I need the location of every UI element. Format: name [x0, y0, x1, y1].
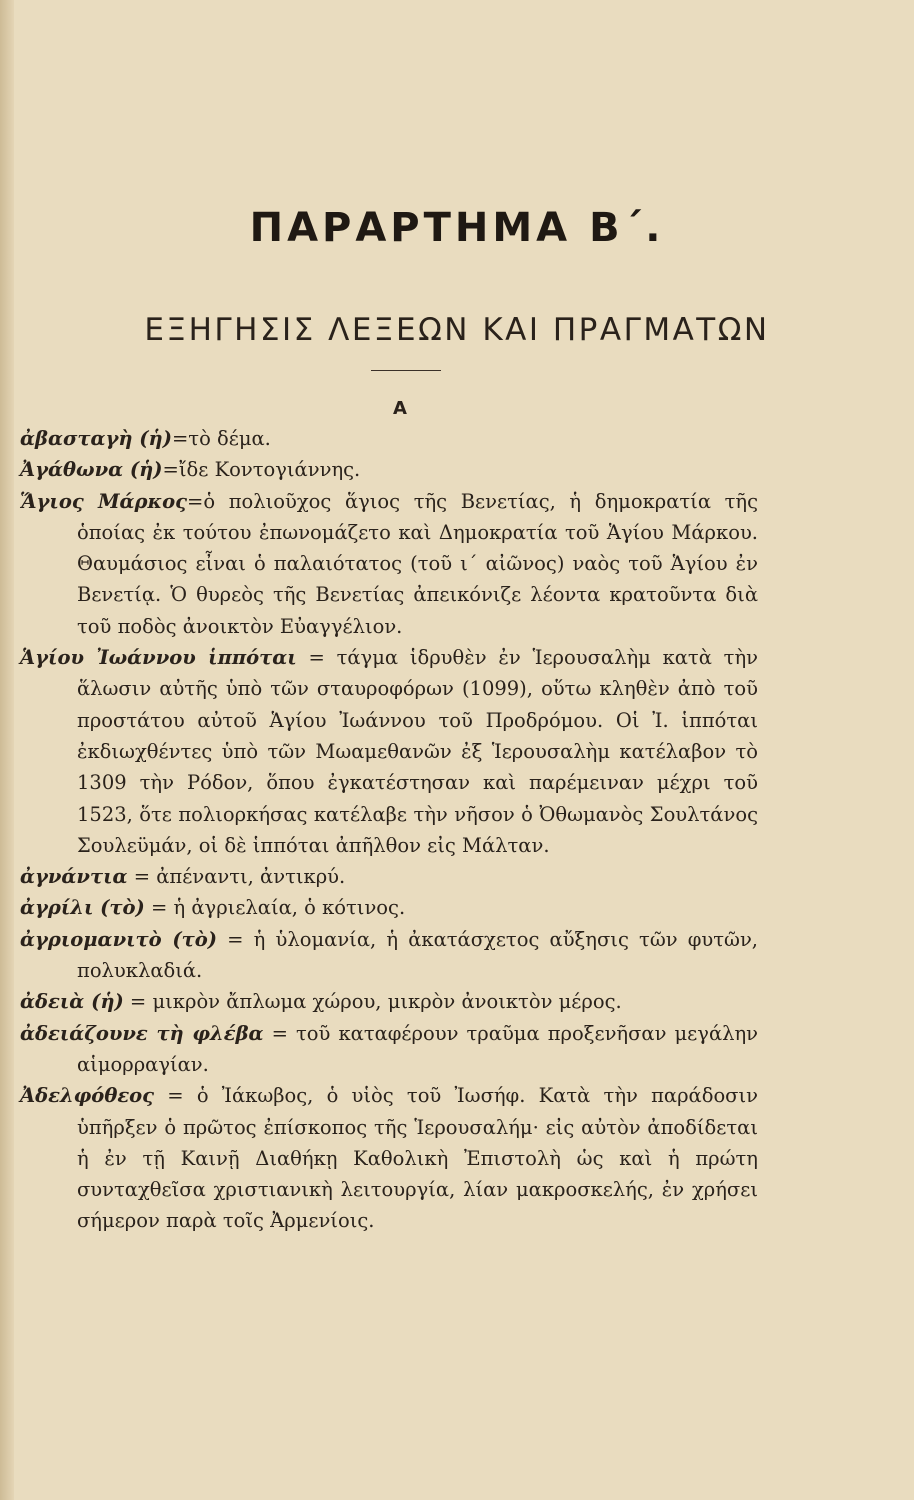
glossary-entry	[20, 892, 758, 923]
entry-definition: = τάγμα ἱδρυθὲν ἐν Ἱερουσαλὴμ κατὰ τὴν ἅλωσιν αὐτῆς ὑπὸ τῶν σταυροφόρων (1099), οὕτω κληθὲν ἀπὸ τοῦ προστάτου αὐτοῦ Ἁγίου Ἰωάννου τοῦ Προδρόμου. Οἱ Ἰ. ἱππόται ἐκδιωχθέντες ὑπὸ τῶν Μωαμεθανῶν ἐξ Ἱερουσαλὴμ κατέλαβον τὸ 1309 τὴν Ρόδον, ὅπου ἐγκατέστησαν καὶ παρέμειναν μέχρι τοῦ 1523, ὅτε πολιορκήσας κατέλαβε τὴν νῆσον ὁ Ὀθωμανὸς Σουλτάνος Σουλεϋμάν, οἱ δὲ ἱππόται ἀπῆλθον εἰς Μάλταν.	[77, 646, 758, 857]
glossary-entry	[20, 924, 758, 987]
entry-headword: ἀγνάντια	[20, 865, 128, 889]
entry-headword: ἀγρίλι (τὸ)	[20, 896, 145, 920]
glossary-entry	[20, 642, 758, 861]
entry-definition: =τὸ δέμα.	[171, 427, 271, 450]
entry-headword: Ἁγίου Ἰωάννου ἱππόται	[20, 646, 297, 670]
entry-definition: =ἴδε Κοντογιάννης.	[162, 458, 361, 482]
glossary-entry	[20, 1080, 758, 1236]
entry-headword: ἀδειάζουνε τὴ φλέβα	[20, 1021, 264, 1045]
section-subtitle: ΕΞΗΓΗΣΙΣ ΛΕΞΕΩΝ ΚΑΙ ΠΡΑΓΜΑΤΩΝ	[144, 312, 770, 348]
entry-headword: ἀβασταγὴ (ἡ)	[20, 427, 172, 450]
letter-heading: Α	[393, 398, 407, 419]
entry-definition: = ἀπέναντι, ἀντικρύ.	[127, 865, 346, 889]
entry-definition: = μικρὸν ἄπλωμα χώρου, μικρὸν ἀνοικτὸν μέρος.	[123, 990, 622, 1014]
entry-headword: Ἅγιος Μάρκος	[20, 489, 188, 513]
entry-definition: = ἡ ὑλομανία, ἡ ἀκατάσχετος αὔξησις τῶν φυτῶν, πολυκλαδιά.	[77, 927, 758, 983]
entry-definition: = ἡ ἀγριελαία, ὁ κότινος.	[144, 896, 406, 920]
entry-headword: Ἀδελφόθεος	[20, 1084, 155, 1108]
entry-headword: ἀγριομανιτὸ (τὸ)	[20, 927, 217, 951]
entry-headword: ἀδειὰ (ἡ)	[20, 990, 124, 1014]
entry-headword: Ἀγάθωνα (ἡ)	[20, 458, 163, 482]
glossary-entry	[20, 486, 758, 642]
title-rule	[371, 370, 441, 371]
glossary-entry	[20, 454, 758, 485]
glossary-entries	[20, 423, 758, 1237]
appendix-title: ΠΑΡΑΡΤΗΜΑ Β΄.	[249, 205, 665, 251]
entry-definition: = ὁ Ἰάκωβος, ὁ υἱὸς τοῦ Ἰωσήφ. Κατὰ τὴν παράδοσιν ὑπῆρξεν ὁ πρῶτος ἐπίσκοπος τῆς Ἱερουσαλήμ· εἰς αὐτὸν ἀποδίδεται ἡ ἐν τῇ Καινῇ Διαθήκῃ Καθολικὴ Ἐπιστολὴ ὡς καὶ ἡ πρώτη συνταχθεῖσα χριστιανικὴ λειτουργία, λίαν μακροσκελής, ἐν χρήσει σήμερον παρὰ τοῖς Ἀρμενίοις.	[77, 1084, 758, 1233]
entry-definition: = τοῦ καταφέρουν τραῦμα προξενῆσαν μεγάλην αἱμορραγίαν.	[77, 1021, 759, 1076]
glossary-entry	[20, 861, 758, 892]
entry-definition: =ὁ πολιοῦχος ἅγιος τῆς Βενετίας, ἡ δημοκρατία τῆς ὁποίας ἐκ τούτου ἐπωνομάζετο καὶ Δημοκρατία τοῦ Ἁγίου Μάρκου. Θαυμάσιος εἶναι ὁ παλαιότατος (τοῦ ι΄ αἰῶνος) ναὸς τοῦ Ἁγίου ἐν Βενετίᾳ. Ὁ θυρεὸς τῆς Βενετίας ἀπεικόνιζε λέοντα κρατοῦντα διὰ τοῦ ποδὸς ἀνοικτὸν Εὐαγγέλιον.	[77, 489, 758, 638]
glossary-entry	[20, 1018, 758, 1081]
glossary-entry	[20, 986, 758, 1017]
glossary-entry	[20, 423, 758, 454]
